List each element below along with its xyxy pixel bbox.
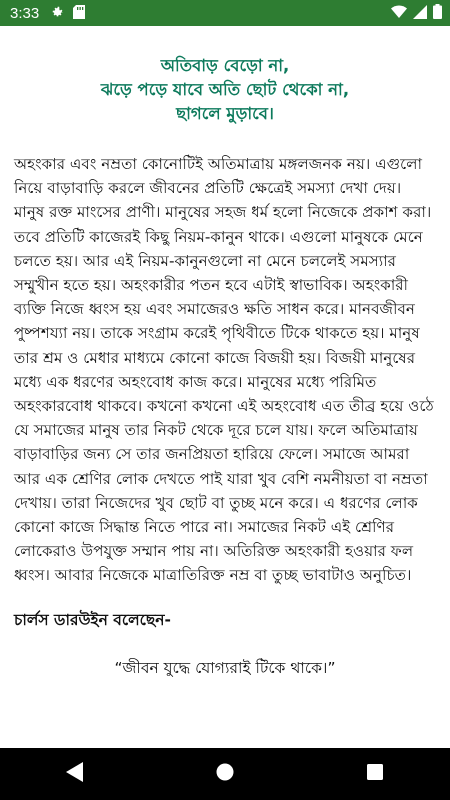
home-button[interactable] xyxy=(195,748,255,800)
back-icon xyxy=(66,762,84,786)
darwin-quote: “জীবন যুদ্ধে যোগ্যরাই টিকে থাকে।” xyxy=(114,658,336,677)
status-time: 3:33 xyxy=(10,4,40,22)
status-left-icons xyxy=(51,4,85,23)
battery-icon xyxy=(433,4,442,23)
signal-icon xyxy=(413,4,427,23)
recents-icon xyxy=(367,764,383,784)
back-button[interactable] xyxy=(45,748,105,800)
article-content[interactable] xyxy=(0,26,450,748)
proverb-line-1: অতিবাড় বেড়ো না, xyxy=(160,56,290,75)
status-bar xyxy=(0,0,450,26)
darwin-subheading: চার্লস ডারউইন বলেছেন- xyxy=(14,610,171,629)
wifi-icon xyxy=(391,4,407,23)
proverb-line-2: ঝড়ে পড়ে যাবে অতি ছোট থেকো না, xyxy=(100,80,350,99)
cut-off-text-line xyxy=(14,700,436,712)
proverb-line-3: ছাগলে মুড়াবে। xyxy=(176,104,274,123)
navigation-bar xyxy=(0,748,450,800)
home-icon xyxy=(216,763,234,785)
status-right-icons xyxy=(391,4,442,23)
recents-button[interactable] xyxy=(345,748,405,800)
proverb-quote xyxy=(0,54,450,126)
settings-icon xyxy=(51,4,65,23)
body-paragraph: অহংকার এবং নম্রতা কোনোটিই অতিমাত্রায় মঙ্গলজনক নয়। এগুলো নিয়ে বাড়াবাড়ি করলে জীবনের প্রতিটি ক্ষেত্রেই সমস্যা দেখা দেয়। মানুষ রক্ত মাংসের প্রাণী। মানুষের সহজ ধর্ম হলো নিজেকে প্রকাশ করা। তবে প্রতিটি কাজেরই কিছু নিয়ম-কানুন থাকে। এগুলো মানুষকে মেনে চলতে হয়। আর এই নিয়ম-কানুনগুলো না মেনে চললেই সমস্যার সম্মুখীন হতে হয়। অহংকারীর পতন হবে এটাই স্বাভাবিক। অহংকারী ব্যক্তি নিজে ধ্বংস হয় এবং সমাজেরও ক্ষতি সাধন করে। মানবজীবন পুষ্পশয্যা নয়। তাকে সংগ্রাম করেই পৃথিবীতে টিকে থাকতে হয়। মানুষ তার শ্রম ও মেধার মাধ্যমে কোনো কাজে বিজয়ী হয়। বিজয়ী মানুষের মধ্যে এক ধরণের অহংবোধ কাজ করে। মানুষের মধ্যে পরিমিত অহংকারবোধ থাকবে। কখনো কখনো এই অহংবোধ এত তীব্র হয়ে ওঠে যে সমাজের মানুষ তার নিকট থেকে দূরে চলে যায়। ফলে অতিমাত্রায় বাড়াবাড়ির জন্য সে তার জনপ্রিয়তা হারিয়ে ফেলে। সমাজে আমরা আর এক শ্রেণির লোক দেখতে পাই যারা খুব বেশি নমনীয়তা বা নম্রতা দেখায়। তারা নিজেদের খুব ছোট বা তুচ্ছ মনে করে। এ ধরণের লোক কোনো কাজে সিদ্ধান্ত নিতে পারে না। সমাজের নিকট এই শ্রেণির লোকেরাও উপযুক্ত সম্মান পায় না। অতিরিক্ত অহংকারী হওয়ার ফল ধ্বংস। আবার নিজেকে মাত্রাতিরিক্ত নম্র বা তুচ্ছ ভাবাটাও অনুচিত। xyxy=(14,155,434,585)
sd-card-icon xyxy=(73,4,85,23)
